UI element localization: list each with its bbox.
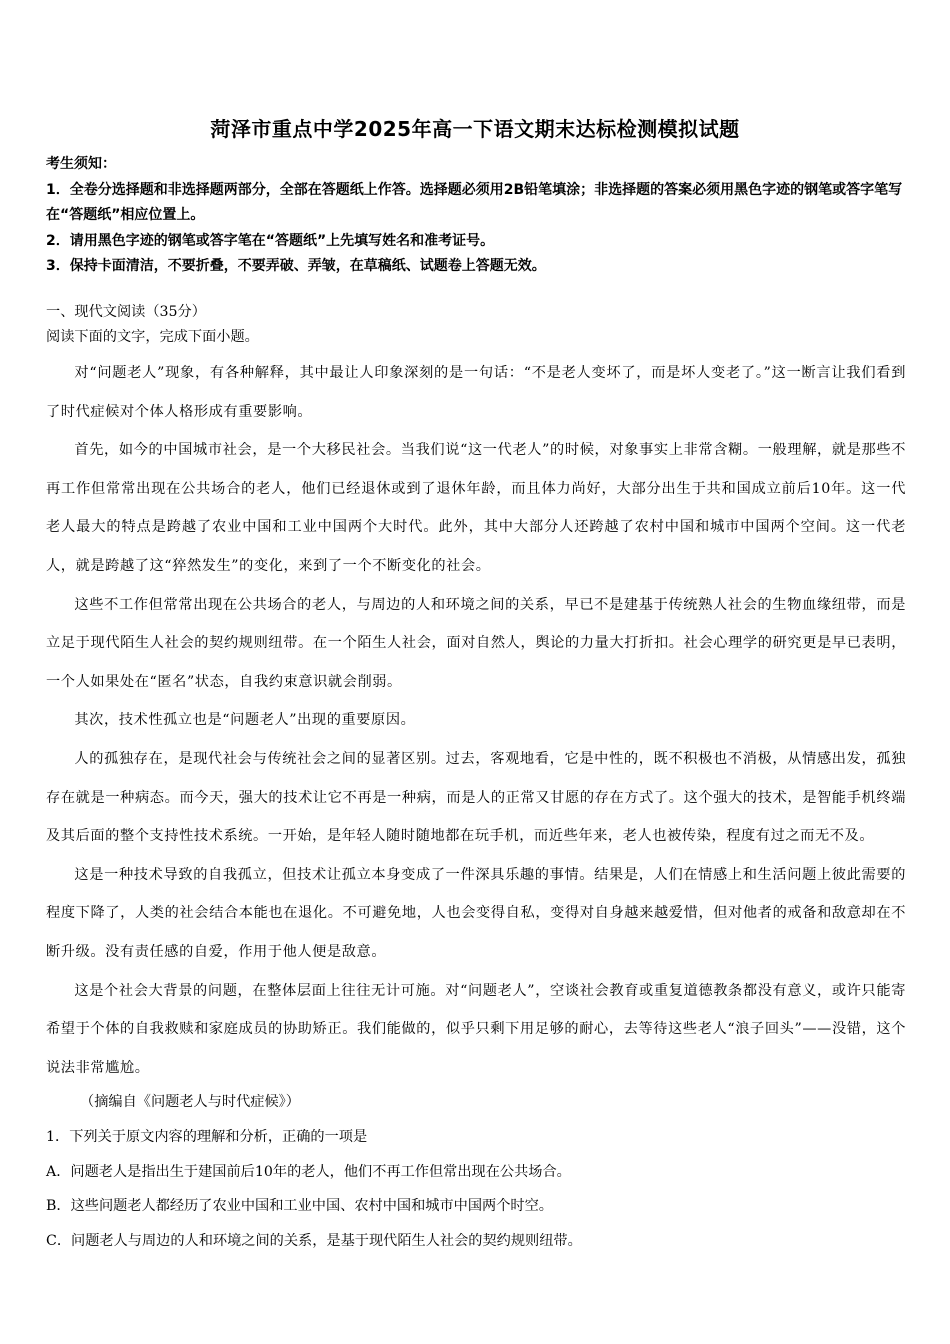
section-heading: 一、现代文阅读（35分） <box>46 304 206 320</box>
question-option-b: B．这些问题老人都经历了农业中国和工业中国、农村中国和城市中国两个时空。 <box>46 1198 553 1215</box>
passage-paragraph: 其次，技术性孤立也是“问题老人”出现的重要原因。 <box>74 712 416 729</box>
passage-paragraph: 人的孤独存在，是现代社会与传统社会之间的显著区别。过去，客观地看，它是中性的，既不积极也不消极，从情感出发，孤独存在就是一种病态。而今天，强大的技术让它不再是一种病，而是人的正常又甘愿的存在方式了。这个强大的技术，是智能手机终端及其后面的整个支持性技术系统。一开始，是年轻人随时随地都在玩手机，而近些年来，老人也被传染，程度有过之而无不及。 <box>46 750 906 845</box>
question-option-c: C．问题老人与周边的人和环境之间的关系，是基于现代陌生人社会的契约规则纽带。 <box>46 1232 582 1249</box>
notice-item: 3．保持卡面清洁，不要折叠，不要弄破、弄皱，在草稿纸、试题卷上答题无效。 <box>46 258 546 274</box>
question-stem: 1．下列关于原文内容的理解和分析，正确的一项是 <box>46 1129 368 1146</box>
page-title: 菏泽市重点中学2025年高一下语文期末达标检测模拟试题 <box>210 117 740 141</box>
passage-paragraph: 这些不工作但常常出现在公共场合的老人，与周边的人和环境之间的关系，早已不是建基于传统熟人社会的生物血缘纽带，而是立足于现代陌生人社会的契约规则纽带。在一个陌生人社会，面对自然人，舆论的力量大打折扣。社会心理学的研究更是早已表明，一个人如果处在“匿名”状态，自我约束意识就会削弱。 <box>46 596 906 690</box>
question-option-a: A．问题老人是指出生于建国前后10年的老人，他们不再工作但常出现在公共场合。 <box>46 1163 571 1180</box>
notice-item: 2．请用黑色字迹的钢笔或答字笔在“答题纸”上先填写姓名和准考证号。 <box>46 232 495 249</box>
passage-source: （摘编自《问题老人与时代症候》） <box>80 1094 300 1111</box>
exam-notice <box>46 152 906 280</box>
passage-paragraph: 这是个社会大背景的问题，在整体层面上往往无计可施。对“问题老人”，空谈社会教育或重复道德教条都没有意义，或许只能寄希望于个体的自我救赎和家庭成员的协助矫正。我们能做的，似乎只剩下用足够的耐心，去等待这些老人“浪子回头”——没错，这个说法非常尴尬。 <box>46 982 906 1076</box>
passage-paragraph: 首先，如今的中国城市社会，是一个大移民社会。当我们说“这一代老人”的时候，对象事实上非常含糊。一般理解，就是那些不再工作但常常出现在公共场合的老人，他们已经退休或到了退休年龄，而且体力尚好，大部分出生于共和国成立前后10年。这一代老人最大的特点是跨越了农业中国和工业中国两个大时代。此外，其中大部分人还跨越了农村中国和城市中国两个空间。这一代老人，就是跨越了这“猝然发生”的变化，来到了一个不断变化的社会。 <box>46 442 906 574</box>
notice-heading: 考生须知： <box>46 156 116 172</box>
section-intro: 阅读下面的文字，完成下面小题。 <box>46 329 259 345</box>
passage-paragraph: 这是一种技术导致的自我孤立，但技术让孤立本身变成了一件深具乐趣的事情。结果是，人们在情感上和生活问题上彼此需要的程度下降了，人类的社会结合本能也在退化。不可避免地，人也会变得自私，变得对自身越来越爱惜，但对他者的戒备和敌意却在不断升级。没有责任感的自爱，作用于他人便是敌意。 <box>46 866 906 960</box>
notice-item: 1．全卷分选择题和非选择题两部分，全部在答题纸上作答。选择题必须用2B铅笔填涂；非选择题的答案必须用黑色字迹的钢笔或答字笔写在“答题纸”相应位置上。 <box>46 181 903 223</box>
reading-section <box>46 300 906 1258</box>
passage-paragraph: 对“问题老人”现象，有各种解释，其中最让人印象深刻的是一句话：“不是老人变坏了，而是坏人变老了。”这一断言让我们看到了时代症候对个体人格形成有重要影响。 <box>46 365 906 420</box>
